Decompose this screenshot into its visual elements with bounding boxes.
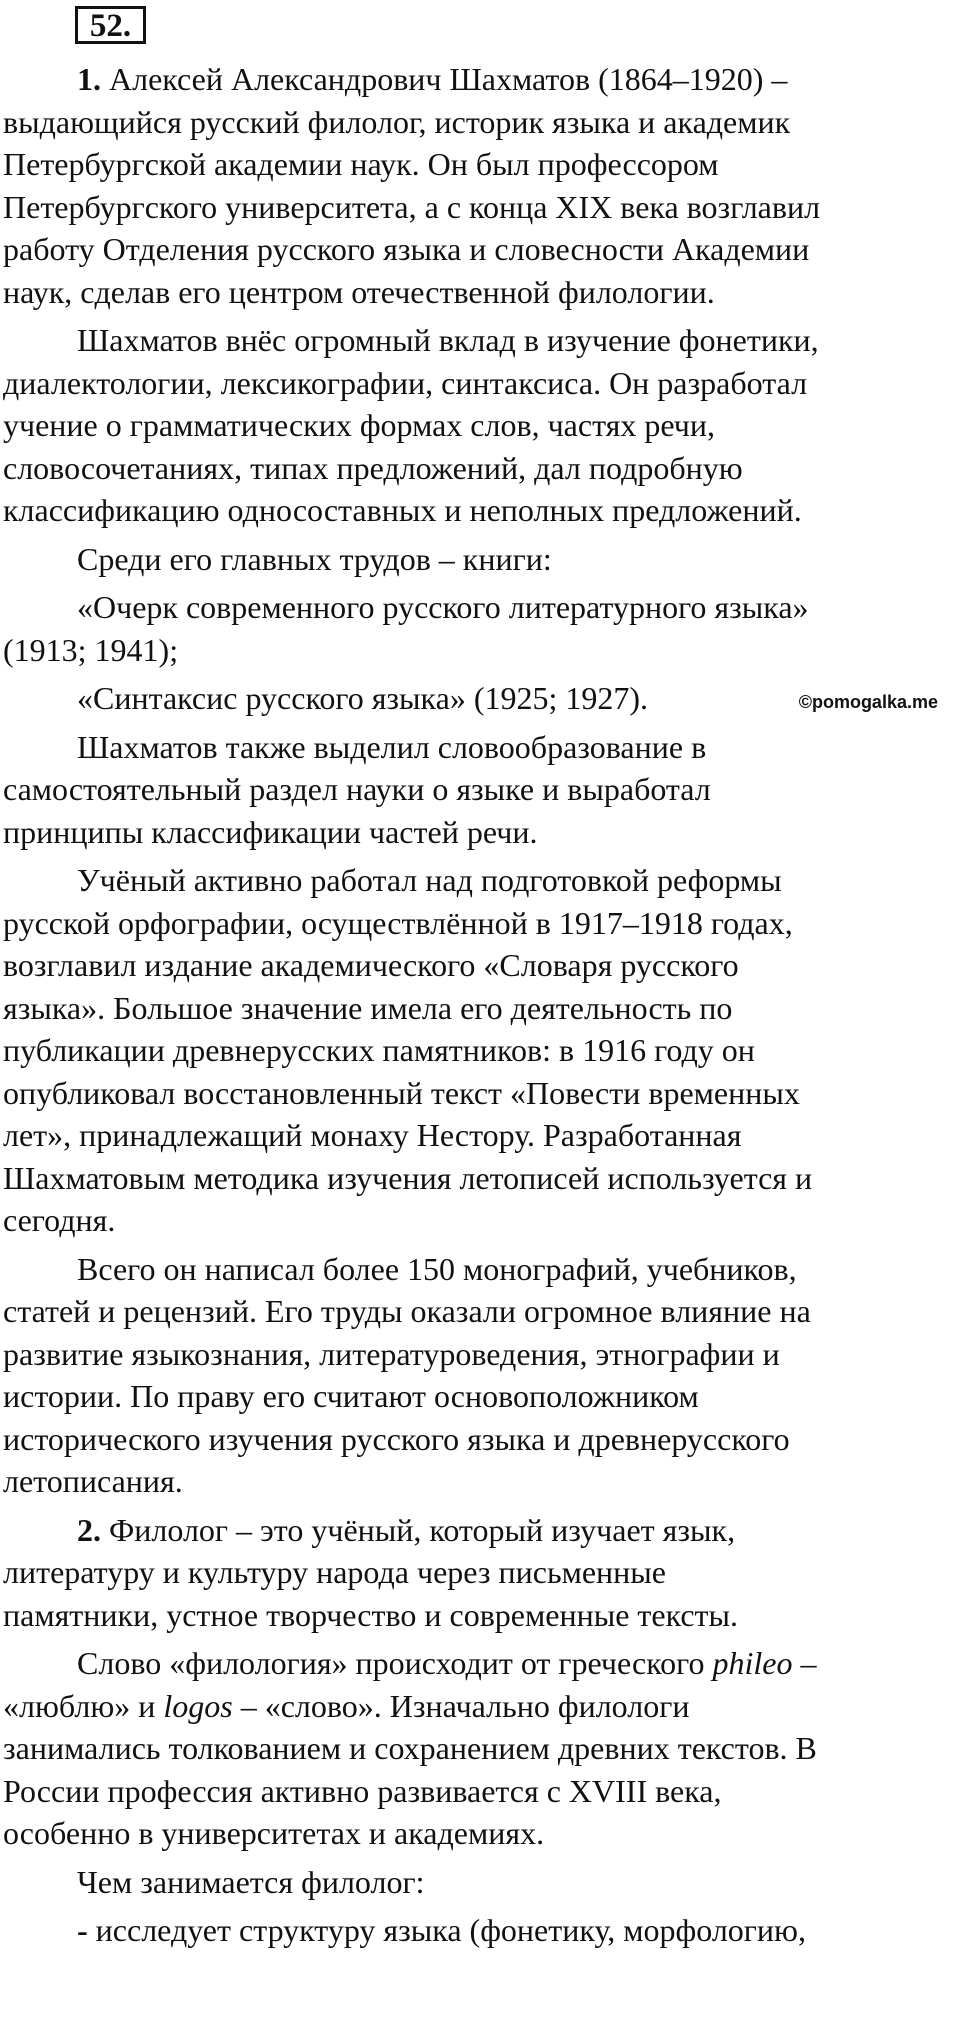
text-line: русской орфографии, осуществлённой в 1917–1918 годах,	[3, 904, 793, 941]
text-line: литературу и культуру народа через письменные	[3, 1554, 666, 1590]
text-line: выдающийся русский филолог, историк языка и академик	[3, 103, 791, 140]
text-line: публикации древнерусских памятников: в 1916 году он	[3, 1032, 755, 1068]
text-line: Чем занимается филолог:	[77, 1863, 425, 1900]
text-line: «Очерк современного русского литературного языка»	[77, 589, 809, 625]
section2-paragraph-3	[3, 1861, 955, 1904]
bullet-dash: -	[77, 1912, 88, 1948]
text-line: особенно в университетах и академиях.	[3, 1815, 545, 1851]
text-fragment: –	[792, 1645, 817, 1681]
italic-term: phileo	[712, 1645, 793, 1681]
section1-paragraph-6	[3, 726, 955, 854]
text-line: летописания.	[3, 1463, 183, 1499]
section2-bullet-1	[3, 1909, 955, 1952]
section2-paragraph-2	[3, 1642, 955, 1855]
text-line: «Синтаксис русского языка» (1925; 1927).	[77, 680, 649, 716]
text-line: Петербургского университета, а с конца XIX века возглавил	[3, 188, 821, 225]
text-line: Учёный активно работал над подготовкой реформы	[77, 862, 782, 898]
text-line: принципы классификации частей речи.	[3, 813, 538, 850]
section1-paragraph-5	[3, 677, 955, 720]
text-fragment: исследует структуру языка (фонетику, морфологию,	[87, 1912, 806, 1948]
text-line: Шахматов также выделил словообразование в	[77, 728, 707, 765]
text-line: словосочетаниях, типах предложений, дал подробную	[3, 449, 743, 486]
section1-paragraph-1	[3, 58, 955, 313]
text-line: возглавил издание академического «Словаря русского	[3, 947, 739, 983]
text-line: Всего он написал более 150 монографий, учебников,	[77, 1250, 797, 1287]
text-line: Петербургской академии наук. Он был профессором	[3, 146, 719, 182]
section2-paragraph-1	[3, 1509, 955, 1637]
text-line: сегодня.	[3, 1202, 116, 1238]
section2-marker: 2.	[77, 1511, 101, 1548]
text-line: Шахматовым методика изучения летописей используется и	[3, 1159, 813, 1196]
text-line: статей и рецензий. Его труды оказали огромное влияние на	[3, 1293, 811, 1329]
document-body	[3, 58, 955, 1952]
exercise-number: 52.	[75, 6, 146, 44]
text-line: Алексей Александрович Шахматов (1864–1920) –	[109, 61, 788, 97]
section1-paragraph-8	[3, 1248, 955, 1503]
section1-marker: 1.	[77, 61, 101, 97]
text-line: диалектологии, лексикографии, синтаксиса. Он разработал	[3, 364, 808, 401]
text-line: исторического изучения русского языка и древнерусского	[3, 1420, 790, 1457]
text-line: учение о грамматических формах слов, частях речи,	[3, 407, 715, 443]
italic-term: logos	[163, 1687, 233, 1724]
text-line: классификацию односоставных и неполных предложений.	[3, 492, 802, 528]
text-fragment: Слово «филология» происходит от греческого	[77, 1645, 713, 1681]
section1-paragraph-4	[3, 586, 955, 671]
text-line: Шахматов внёс огромный вклад в изучение фонетики,	[77, 322, 819, 358]
text-fragment: – «слово». Изначально филологи	[232, 1687, 690, 1724]
text-fragment: «люблю» и	[3, 1687, 164, 1724]
text-line: Филолог – это учёный, который изучает язык,	[109, 1511, 736, 1548]
text-line: развитие языкознания, литературоведения, этнографии и	[3, 1335, 780, 1372]
text-line: истории. По праву его считают основоположником	[3, 1378, 699, 1414]
text-line: опубликовал восстановленный текст «Повести временных	[3, 1074, 800, 1111]
text-line: самостоятельный раздел науки о языке и выработал	[3, 771, 711, 807]
text-line: наук, сделав его центром отечественной филологии.	[3, 273, 715, 310]
text-line: работу Отделения русского языка и словесности Академии	[3, 231, 810, 267]
text-line: России профессия активно развивается с XVIII века,	[3, 1772, 722, 1809]
text-line: Среди его главных трудов – книги:	[77, 540, 552, 577]
text-line: памятники, устное творчество и современные тексты.	[3, 1596, 739, 1633]
text-line: занимались толкованием и сохранением древних текстов. В	[3, 1730, 817, 1766]
section1-paragraph-3	[3, 538, 955, 581]
watermark: ©pomogalka.me	[798, 692, 938, 712]
section1-paragraph-2	[3, 319, 955, 532]
text-line: (1913; 1941);	[3, 631, 179, 668]
text-line: лет», принадлежащий монаху Нестору. Разработанная	[3, 1117, 742, 1153]
text-line: языка». Большое значение имела его деятельность по	[3, 989, 733, 1026]
section1-paragraph-7	[3, 859, 955, 1242]
